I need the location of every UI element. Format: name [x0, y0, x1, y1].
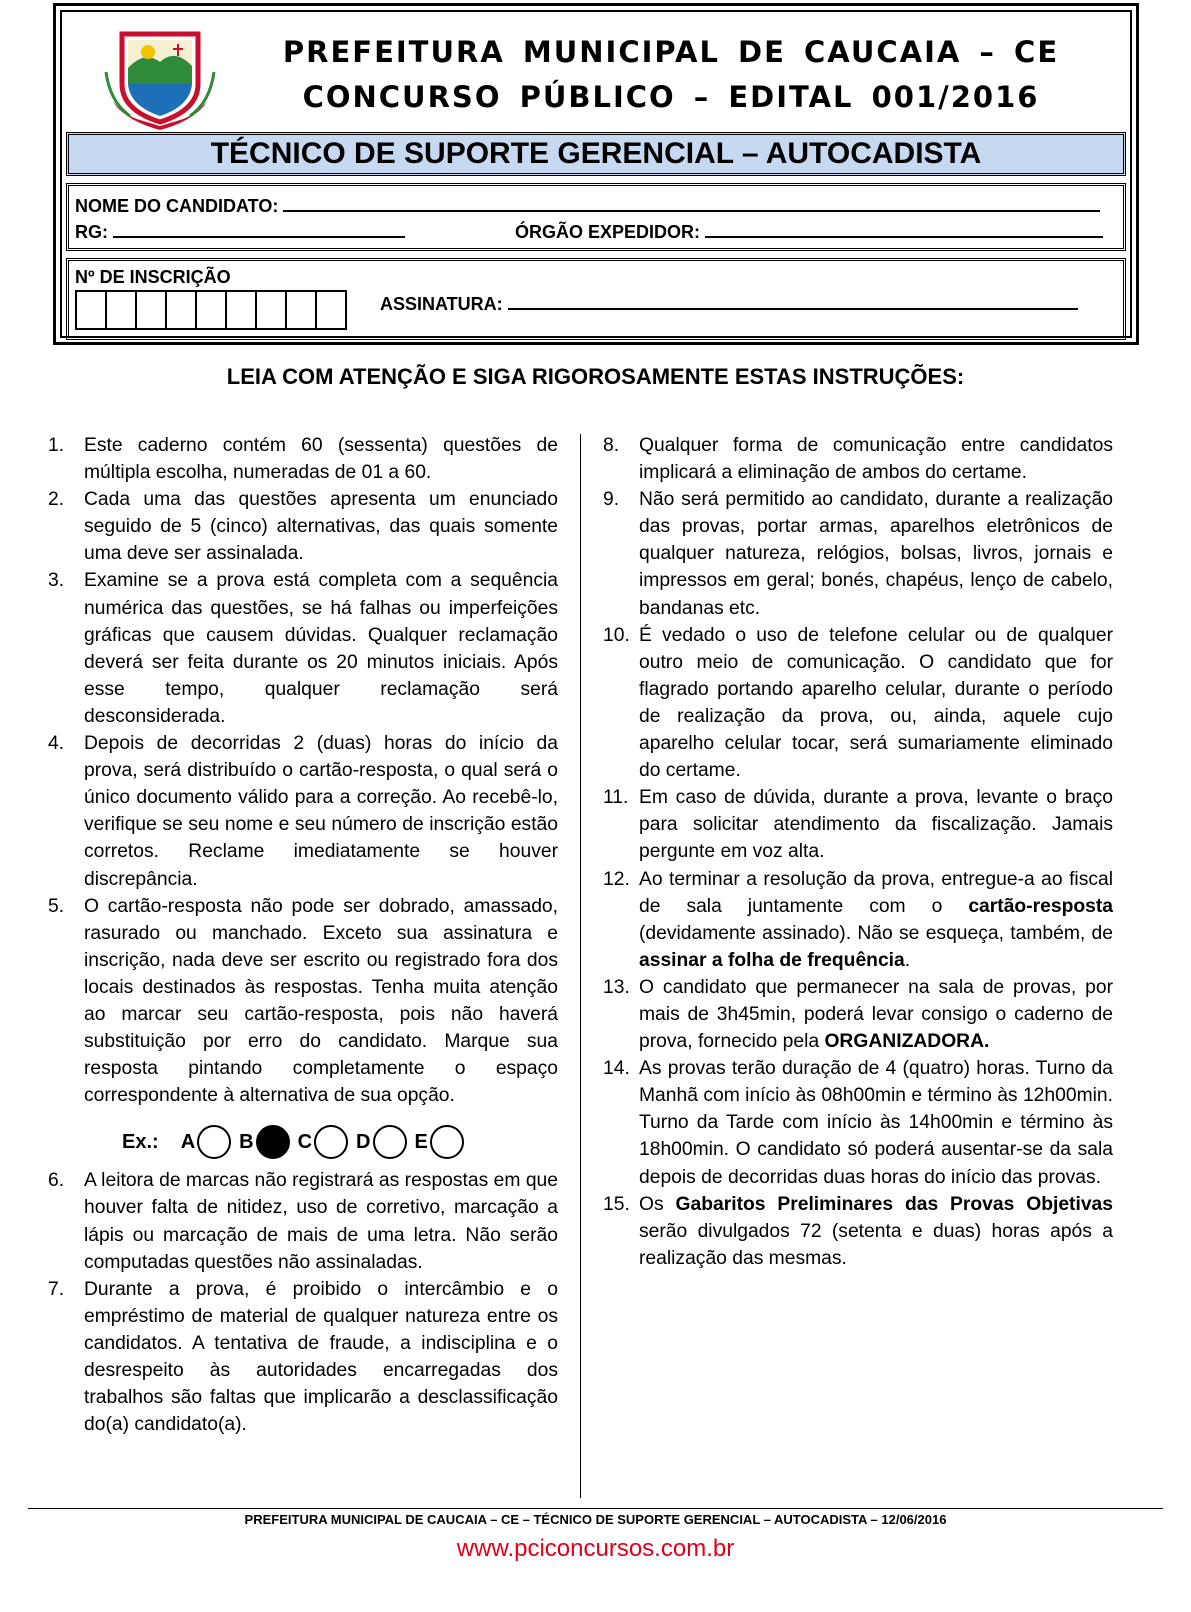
exam-header	[53, 3, 1139, 345]
instruction-item	[48, 432, 558, 486]
instruction-number: 4.	[48, 733, 65, 755]
example-option-c	[298, 1125, 348, 1159]
instruction-number: 12.	[603, 868, 630, 890]
candidate-fields-box	[66, 183, 1126, 251]
text-run: Os	[639, 1193, 676, 1215]
instruction-item	[603, 1055, 1113, 1190]
instruction-text: O cartão-resposta não pode ser dobrado, amassado, rasurado ou manchado. Exceto sua assinatura e inscrição, nada deve ser escrito ou registrado fora dos locais destinados às respostas. Tenha muita atenção ao marcar seu cartão-resposta, pois não haverá substituição por erro do candidato. Marque sua resposta pintando completamente o espaço correspondente à alternativa de sua opção.	[84, 895, 558, 1107]
instruction-item	[603, 974, 1113, 1055]
instruction-number: 3.	[48, 570, 65, 592]
instruction-text: Não será permitido ao candidato, durante a realização das provas, portar armas, aparelhos eletrônicos de qualquer natureza, relógios, bolsas, livros, jornais e impressos em geral; bonés, chapéus, lenço de cabelo, bandanas etc.	[639, 489, 1113, 619]
inscricao-digit-cell[interactable]	[225, 290, 257, 330]
instruction-item	[603, 486, 1113, 621]
inscricao-digit-cell[interactable]	[315, 290, 347, 330]
bold-text-run: cartão-resposta	[968, 895, 1113, 917]
instruction-text: Durante a prova, é proibido o intercâmbio e o empréstimo de material de qualquer natureza entre os candidatos. A tentativa de fraude, a indisciplina e o desrespeito às autoridades encarregadas dos trabalhos são faltas que implicarão a desclassificação do(a) candidato(a).	[84, 1278, 558, 1436]
example-label: Ex.:	[122, 1130, 159, 1153]
footer-url-link[interactable]: www.pciconcursos.com.br	[456, 1535, 735, 1562]
empty-bubble-icon	[197, 1125, 231, 1159]
orgao-row	[515, 222, 1103, 243]
role-title: TÉCNICO DE SUPORTE GERENCIAL – AUTOCADISTA	[66, 132, 1126, 176]
instruction-text	[639, 974, 1113, 1055]
instruction-item	[603, 866, 1113, 974]
bold-text-run: ORGANIZADORA.	[824, 1031, 990, 1053]
inscricao-cells	[75, 290, 345, 330]
instruction-text: Este caderno contém 60 (sessenta) questões de múltipla escolha, numeradas de 01 a 60.	[84, 435, 558, 484]
instruction-number: 11.	[603, 787, 629, 809]
example-option-d	[356, 1125, 406, 1159]
inscricao-digit-cell[interactable]	[255, 290, 287, 330]
option-letter: C	[297, 1130, 313, 1153]
instruction-item	[603, 1191, 1113, 1272]
institution-title: PREFEITURA MUNICIPAL DE CAUCAIA – CE	[282, 35, 1060, 69]
text-run: serão divulgados 72 (setenta e duas) horas após a realização das mesmas.	[639, 1220, 1113, 1269]
instruction-item	[48, 567, 558, 730]
instruction-item	[48, 1167, 558, 1275]
instruction-item	[48, 730, 558, 893]
inscricao-digit-cell[interactable]	[285, 290, 317, 330]
example-option-a	[181, 1125, 231, 1159]
rg-label: RG:	[75, 222, 108, 242]
text-run: (devidamente assinado). Não se esqueça, também, de	[639, 922, 1113, 944]
inscricao-digit-cell[interactable]	[135, 290, 167, 330]
instruction-number: 8.	[603, 435, 620, 456]
exam-header-inner	[60, 10, 1132, 338]
option-letter: B	[239, 1130, 254, 1153]
rg-field[interactable]	[113, 222, 405, 238]
instruction-number: 15.	[603, 1193, 630, 1215]
option-letter: E	[414, 1130, 428, 1153]
instruction-text	[639, 866, 1113, 974]
text-run: Ao terminar a resolução da prova, entregue-a ao fiscal de sala juntamente com o	[639, 868, 1113, 917]
instruction-item	[603, 784, 1113, 865]
instruction-item	[48, 893, 558, 1110]
instructions-left-column	[48, 432, 558, 1438]
instruction-number: 9.	[603, 489, 620, 511]
candidate-name-label: NOME DO CANDIDATO:	[75, 196, 279, 216]
footer-text: PREFEITURA MUNICIPAL DE CAUCAIA – CE – TÉCNICO DE SUPORTE GERENCIAL – AUTOCADISTA – 12/06/2016	[244, 1512, 947, 1527]
instruction-number: 13.	[603, 976, 630, 998]
instruction-text: Depois de decorridas 2 (duas) horas do início da prova, será distribuído o cartão-resposta, o qual será o único documento válido para a correção. Ao recebê-lo, verifique se seu nome e seu número de inscrição estão corretos. Reclame imediatamente se houver discrepância.	[84, 733, 558, 890]
example-option-e	[415, 1125, 464, 1159]
instruction-item	[48, 486, 558, 567]
answer-example	[122, 1125, 558, 1159]
instruction-text: As provas terão duração de 4 (quatro) horas. Turno da Manhã com início às 08h00min e término às 12h00min. Turno da Tarde com início às 14h00min e término às 18h00min. O candidato só poderá ausentar-se da sala depois de decorridas duas horas do início das provas.	[639, 1058, 1113, 1188]
header-title-block	[212, 30, 1130, 120]
candidate-name-field[interactable]	[283, 196, 1100, 212]
instruction-number: 14.	[603, 1058, 630, 1080]
instruction-number: 1.	[48, 435, 65, 456]
footer-rule	[28, 1508, 1163, 1509]
instruction-number: 10.	[603, 624, 630, 646]
bold-text-run: Gabaritos Preliminares das Provas Objetivas	[675, 1193, 1113, 1215]
instruction-item	[48, 1276, 558, 1439]
exam-title: CONCURSO PÚBLICO – EDITAL 001/2016	[302, 80, 1040, 114]
caucaia-crest-logo	[100, 22, 220, 132]
instructions-right-column	[603, 432, 1113, 1272]
instructions-heading: LEIA COM ATENÇÃO E SIGA RIGOROSAMENTE ESTAS INSTRUÇÕES:	[226, 364, 965, 389]
inscricao-digit-cell[interactable]	[75, 290, 107, 330]
assinatura-field[interactable]	[508, 294, 1078, 310]
empty-bubble-icon	[430, 1125, 464, 1159]
inscricao-label: Nº DE INSCRIÇÃO	[75, 267, 231, 287]
instruction-number: 6.	[48, 1170, 65, 1192]
instruction-number: 2.	[48, 489, 65, 511]
orgao-label: ÓRGÃO EXPEDIDOR:	[515, 222, 701, 242]
example-option-b	[239, 1125, 289, 1159]
instruction-number: 5.	[48, 895, 65, 917]
inscricao-box	[66, 258, 1126, 340]
instruction-text: A leitora de marcas não registrará as respostas em que houver falta de nitidez, uso de corretivo, marcação a lápis ou marcação de mais de uma letra. Não serão computadas questões não assinaladas.	[84, 1170, 558, 1273]
filled-bubble-icon	[256, 1125, 290, 1159]
instruction-text: Examine se a prova está completa com a sequência numérica das questões, se há falhas ou imperfeições gráficas que causem dúvidas. Qualquer reclamação deverá ser feita durante os 20 minutos iniciais. Após esse tempo, qualquer reclamação será desconsiderada.	[84, 570, 558, 727]
instruction-number: 7.	[48, 1278, 65, 1300]
assinatura-label: ASSINATURA:	[380, 294, 503, 314]
option-letter: D	[356, 1130, 371, 1153]
inscricao-digit-cell[interactable]	[195, 290, 227, 330]
rg-row	[75, 222, 405, 243]
column-divider	[580, 434, 581, 1498]
instruction-text	[639, 1191, 1113, 1272]
bold-text-run: assinar a folha de frequência	[639, 949, 905, 971]
instruction-text: Cada uma das questões apresenta um enunciado seguido de 5 (cinco) alternativas, das quais somente uma deve ser assinalada.	[84, 489, 558, 565]
candidate-name-row	[75, 196, 1100, 217]
orgao-field[interactable]	[705, 222, 1103, 238]
text-run: O candidato que permanecer na sala de provas, por mais de 3h45min, poderá levar consigo o caderno de prova, fornecido pela	[639, 976, 1113, 1053]
empty-bubble-icon	[314, 1125, 348, 1159]
option-letter: A	[180, 1130, 196, 1153]
text-run: .	[904, 949, 911, 971]
assinatura-row	[380, 294, 1078, 315]
instruction-text: Qualquer forma de comunicação entre candidatos implicará a eliminação de ambos do certame.	[639, 435, 1113, 484]
instruction-text: Em caso de dúvida, durante a prova, levante o braço para solicitar atendimento da fiscalização. Jamais pergunte em voz alta.	[639, 787, 1113, 863]
inscricao-digit-cell[interactable]	[165, 290, 197, 330]
inscricao-digit-cell[interactable]	[105, 290, 137, 330]
empty-bubble-icon	[373, 1125, 407, 1159]
instruction-item	[603, 432, 1113, 486]
instruction-item	[603, 622, 1113, 785]
instruction-text: É vedado o uso de telefone celular ou de qualquer outro meio de comunicação. O candidato que for flagrado portando aparelho celular, durante o período de realização da prova, ou, ainda, aquele cujo aparelho celular tocar, será sumariamente eliminado do certame.	[639, 624, 1113, 782]
